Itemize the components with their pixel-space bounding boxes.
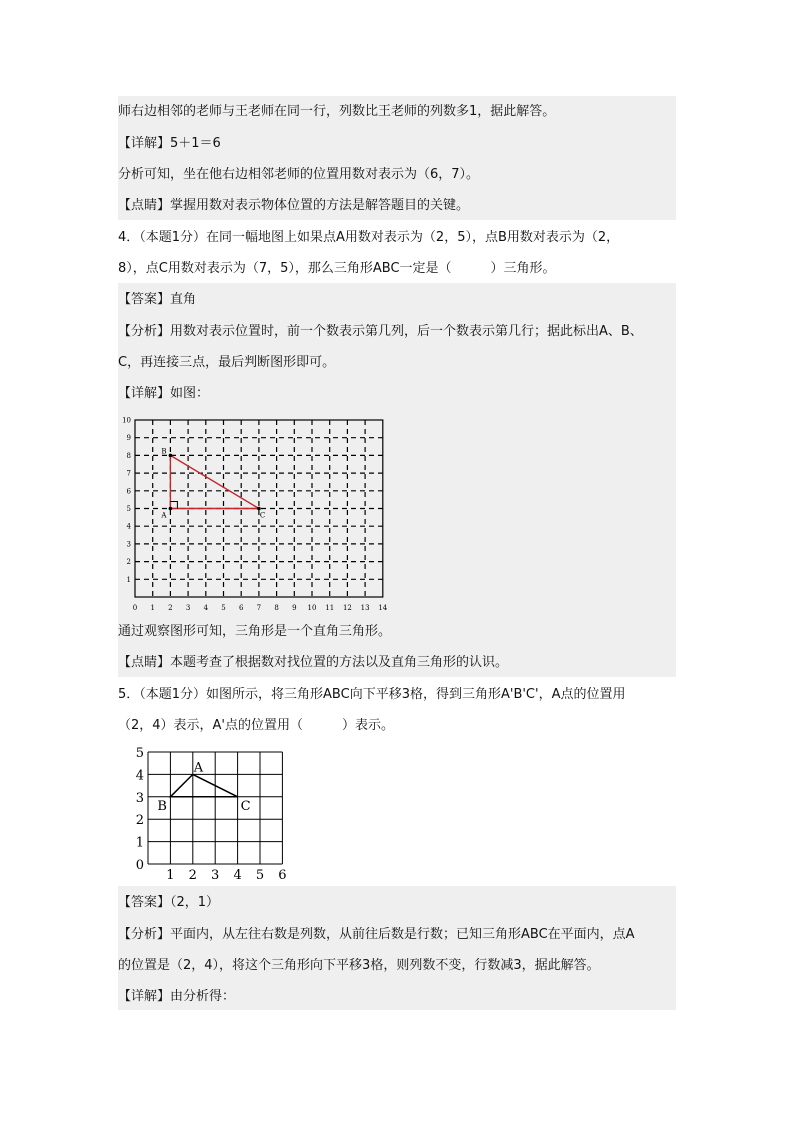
y-tick-label: 3 [126,540,131,549]
x-tick-label: 6 [238,603,244,612]
x-tick-label: 1 [150,603,155,612]
y-tick-label: 6 [126,487,131,496]
text-line-1: 【详解】5＋1＝6 [118,136,221,151]
x-tick-label: 10 [307,603,317,612]
x-tick-label: 1 [166,868,175,882]
text-line-3: 【点睛】掌握用数对表示物体位置的方法是解答题目的关键。 [118,198,470,213]
detail-4: 【详解】如图： [118,386,210,401]
grid-figure-2 [128,742,294,882]
triangle-abc [170,455,259,508]
point-label: B [157,798,167,814]
question-5-line-2: （2，4）表示，A'点的位置用（ ）表示。 [118,718,395,733]
point-label: A [193,760,204,776]
y-tick-label: 4 [126,522,131,531]
x-tick-label: 11 [325,603,335,612]
y-tick-label: 7 [126,469,131,478]
point-label: B [161,447,167,456]
triangle-abc [170,774,237,796]
x-tick-label: 2 [168,603,173,612]
analysis-5-line-2: 的位置是（2，4），将这个三角形向下平移3格，则列数不变，行数减3，据此解答。 [118,958,600,973]
x-tick-label: 0 [132,603,138,612]
analysis-4-line-1: 【分析】用数对表示位置时，前一个数表示第几列，后一个数表示第几行；据此标出A、B、 [118,324,643,339]
y-tick-label: 0 [135,858,144,873]
x-tick-label: 13 [360,603,370,612]
y-tick-label: 8 [126,451,131,460]
analysis-5-line-1: 【分析】平面内，从左往右数是列数，从前往后数是行数；已知三角形ABC在平面内，点A [118,927,635,942]
x-tick-label: 7 [256,603,262,612]
x-tick-label: 14 [378,603,388,612]
observation-4: 通过观察图形可知，三角形是一个直角三角形。 [118,624,392,639]
x-tick-label: 2 [188,868,197,882]
y-tick-label: 1 [135,835,144,851]
question-4-line-2: 8），点C用数对表示为（7，5），那么三角形ABC一定是（ ）三角形。 [118,261,556,276]
y-tick-label: 5 [135,746,144,761]
y-tick-label: 3 [135,790,144,806]
point-label: A [161,511,167,520]
x-tick-label: 4 [233,868,242,882]
comment-4: 【点睛】本题考查了根据数对找位置的方法以及直角三角形的认识。 [118,655,509,670]
point-c [257,507,261,511]
point-b [169,454,173,458]
y-tick-label: 2 [135,813,144,829]
analysis-4-line-2: C，再连接三点，最后判断图形即可。 [118,355,336,370]
answer-5: 【答案】（2，1） [118,895,220,910]
y-tick-label: 9 [126,434,131,443]
y-tick-label: 4 [135,768,144,784]
question-4-line-1: 4．（本题1分）在同一幅地图上如果点A用数对表示为（2，5），点B用数对表示为（2， [118,230,620,245]
x-tick-label: 5 [255,868,265,882]
y-tick-label: 10 [122,416,131,425]
detail-5: 【详解】由分析得： [118,989,236,1004]
y-tick-label: 2 [126,558,131,567]
answer-4: 【答案】直角 [118,292,197,307]
x-tick-label: 3 [185,603,191,612]
point-label: C [259,511,266,520]
question-5-line-1: 5．（本题1分）如图所示，将三角形ABC向下平移3格，得到三角形A'B'C'，A点的位置用 [118,687,626,702]
y-tick-label: 5 [126,505,131,513]
x-tick-label: 6 [278,868,287,882]
x-tick-label: 4 [203,603,209,612]
y-tick-label: 1 [126,575,131,584]
point-a [169,507,173,511]
x-tick-label: 9 [292,603,297,612]
x-tick-label: 12 [342,603,352,612]
text-line-0: 师右边相邻的老师与王老师在同一行，列数比王老师的列数多1，据此解答。 [118,104,556,119]
point-label: C [240,798,251,814]
x-tick-label: 5 [221,603,226,612]
x-tick-label: 3 [211,868,220,882]
text-line-2: 分析可知，坐在他右边相邻老师的位置用数对表示为（6，7）。 [118,167,480,182]
x-tick-label: 8 [274,603,279,612]
grid-figure-1 [118,412,392,612]
